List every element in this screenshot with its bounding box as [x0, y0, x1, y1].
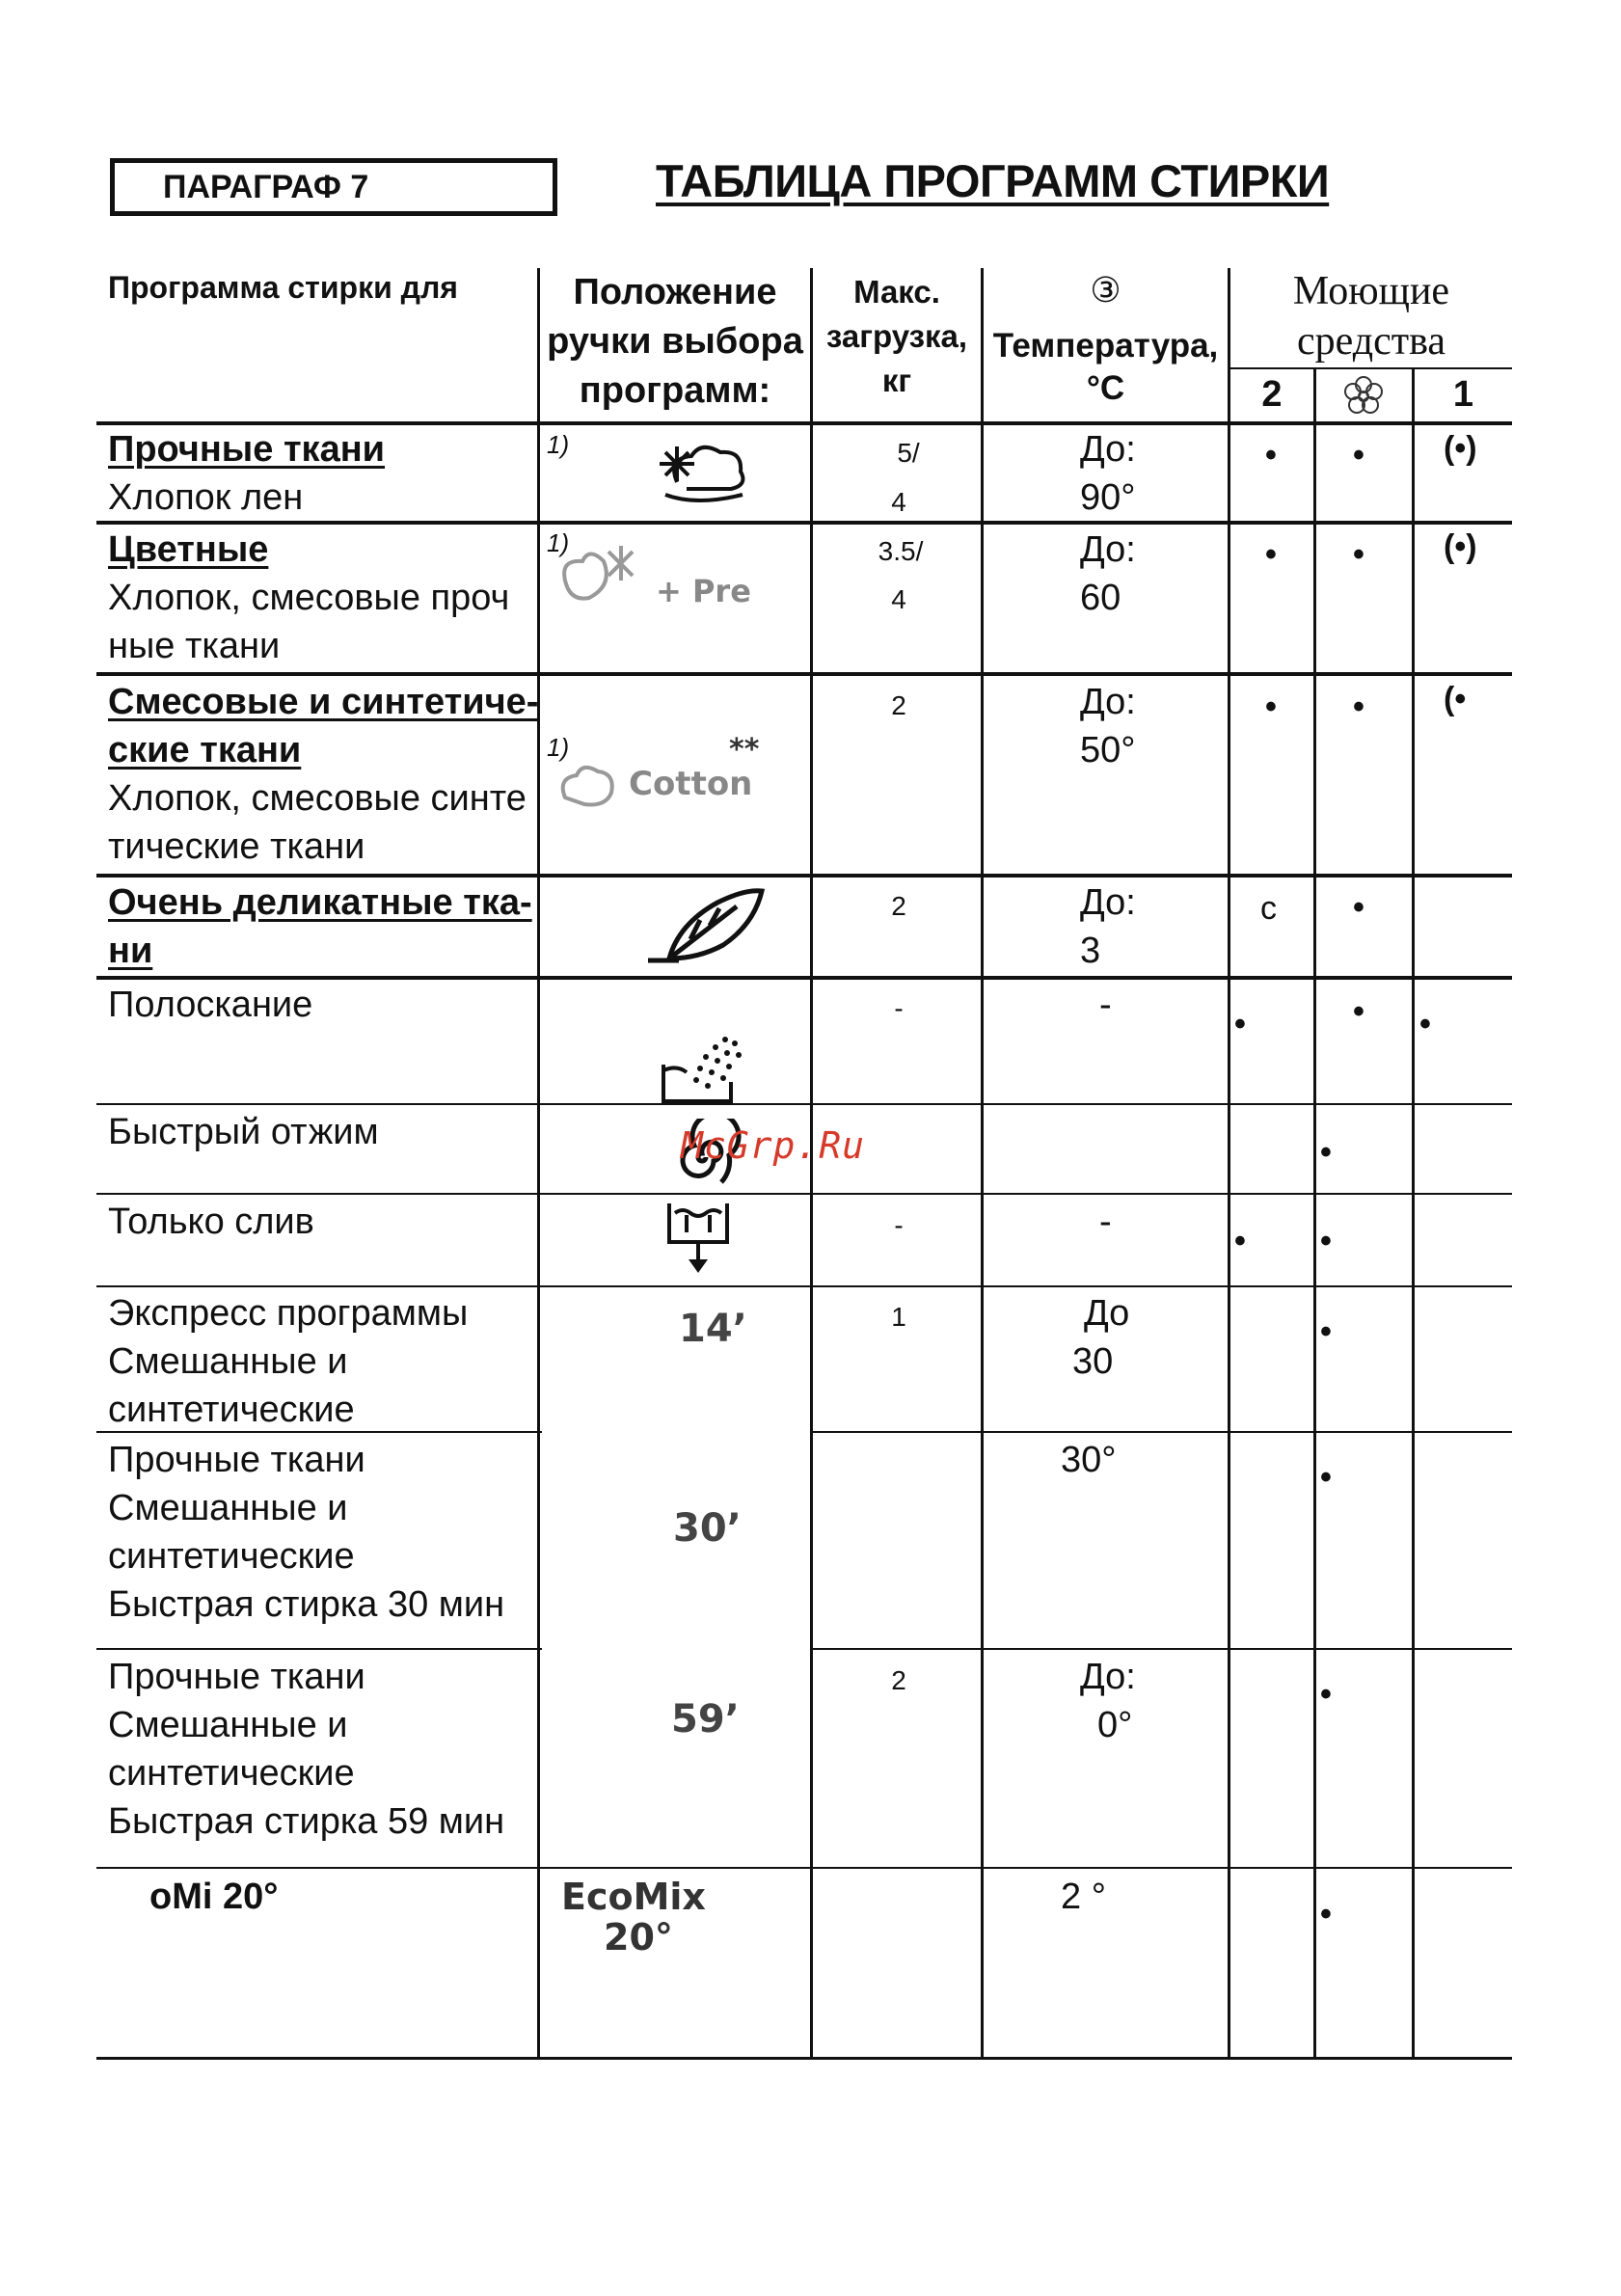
watermark: McGrp.Ru	[681, 1124, 866, 1167]
program-desc: Быстрый отжим	[108, 1112, 379, 1152]
col-header-detergent-2: 2	[1261, 374, 1283, 415]
program-title: oMi 20°	[149, 1877, 279, 1917]
express-59-label: 59’	[671, 1697, 740, 1742]
detergent-mark: •	[1320, 1676, 1332, 1713]
temperature-value: 30	[1072, 1341, 1114, 1382]
temperature-value: 50°	[1080, 730, 1136, 770]
temperature-value: 0°	[1097, 1705, 1133, 1745]
detergent-mark: •	[1320, 1223, 1332, 1259]
cotton-wash-icon	[648, 439, 754, 511]
colored-wash-icon	[555, 542, 652, 614]
express-14-label: 14’	[679, 1307, 747, 1351]
detergent-mark: •	[1353, 689, 1364, 725]
feather-icon	[640, 885, 766, 969]
program-title: Прочные ткани	[108, 429, 386, 470]
detergent-mark: (•	[1444, 681, 1467, 717]
col-header-detergent-1: 1	[1452, 374, 1474, 415]
program-desc: Прочные ткани	[108, 1440, 365, 1480]
temperature-value: -	[1099, 1202, 1112, 1242]
footnote-mark: 1)	[547, 733, 570, 762]
detergent-mark: •	[1419, 1006, 1431, 1042]
paragraph-label: ПАРАГРАФ 7	[110, 158, 557, 216]
detergent-mark: •	[1265, 437, 1277, 473]
max-load-value: -	[894, 1210, 904, 1240]
detergent-mark: (•)	[1444, 528, 1477, 565]
cotton-label: Cotton	[629, 765, 753, 803]
detergent-mark: •	[1320, 1459, 1332, 1496]
ecomix-label: EcoMix	[561, 1876, 706, 1918]
drain-icon	[663, 1200, 741, 1282]
program-desc: тические ткани	[108, 826, 365, 867]
max-load-value: 1	[891, 1302, 906, 1332]
temperature-value: 90°	[1080, 477, 1136, 518]
temperature-value: 60	[1080, 578, 1121, 618]
detergent-mark: •	[1265, 689, 1277, 725]
max-load-value: 4	[891, 487, 906, 517]
max-load-value: 4	[891, 584, 906, 614]
detergent-mark: •	[1353, 437, 1364, 473]
detergent-mark: (•)	[1444, 430, 1477, 467]
program-title: ни	[108, 931, 153, 971]
program-desc: Быстрая стирка 59 мин	[108, 1801, 505, 1842]
temperature-label: До:	[1080, 529, 1136, 570]
program-desc: ные ткани	[108, 626, 281, 666]
page-title: ТАБЛИЦА ПРОГРАММ СТИРКИ	[656, 155, 1330, 206]
temperature-label: До	[1084, 1293, 1130, 1334]
temperature-label: До:	[1080, 682, 1136, 722]
temperature-label: До:	[1080, 882, 1136, 923]
program-desc: Хлопок, смесовые проч	[108, 578, 510, 618]
program-desc: Смешанные и	[108, 1341, 348, 1382]
program-desc: синтетические	[108, 1390, 355, 1430]
col-header-max-load: Макс. загрузка, кг	[825, 274, 968, 398]
cotton-icon	[555, 754, 623, 817]
max-load-value: -	[894, 993, 904, 1023]
temperature-value: 3	[1080, 931, 1101, 971]
program-desc: Смешанные и	[108, 1488, 348, 1528]
program-desc: Только слив	[108, 1202, 314, 1242]
col-header-temperature: Температура, °C	[992, 327, 1219, 407]
express-30-label: 30’	[673, 1506, 742, 1551]
detergent-mark: •	[1234, 1006, 1246, 1042]
program-title: Смесовые и синтетиче-	[108, 682, 539, 722]
program-title: ские ткани	[108, 730, 302, 770]
detergent-mark: •	[1320, 1134, 1332, 1171]
detergent-mark: •	[1353, 536, 1364, 573]
program-desc: Быстрая стирка 30 мин	[108, 1584, 505, 1625]
col-header-program: Программа стирки для	[108, 270, 458, 305]
program-desc: Смешанные и	[108, 1705, 348, 1745]
col-header-detergents: Моющие средства	[1292, 269, 1450, 364]
max-load-value: 2	[891, 1665, 906, 1695]
program-desc: Полоскание	[108, 985, 313, 1025]
temperature-label: До:	[1080, 429, 1136, 470]
max-load-value: 3.5/	[878, 536, 924, 566]
col-header-position: Положение ручки выбора программ:	[547, 272, 803, 411]
detergent-mark: •	[1320, 1313, 1332, 1350]
program-desc: Хлопок, смесовые синте	[108, 778, 527, 819]
max-load-value: 5/	[897, 438, 920, 468]
flower-icon	[1342, 375, 1385, 422]
temperature-value: -	[1099, 985, 1112, 1025]
detergent-mark: •	[1353, 889, 1364, 926]
temperature-value: 30°	[1061, 1440, 1117, 1480]
footnote-mark: 1)	[547, 430, 570, 459]
program-desc: Прочные ткани	[108, 1657, 365, 1697]
detergent-mark: c	[1260, 890, 1277, 927]
program-desc: Хлопок лен	[108, 477, 304, 518]
detergent-mark: •	[1234, 1223, 1246, 1259]
program-desc: Экспресс программы	[108, 1293, 469, 1334]
ecomix-temp-label: 20°	[604, 1916, 673, 1958]
cotton-stars: **	[729, 733, 760, 767]
program-desc: синтетические	[108, 1536, 355, 1577]
detergent-mark: •	[1265, 536, 1277, 573]
col-header-temp-number: ③	[1090, 270, 1121, 310]
max-load-value: 2	[891, 891, 906, 921]
detergent-mark: •	[1353, 993, 1364, 1030]
detergent-mark: •	[1320, 1896, 1332, 1932]
rinse-icon	[658, 1032, 750, 1110]
pre-label: + Pre	[656, 573, 751, 609]
max-load-value: 2	[891, 690, 906, 720]
temperature-label: До:	[1080, 1657, 1136, 1697]
footnote-mark: 1)	[547, 528, 570, 557]
temperature-value: 2 °	[1061, 1877, 1106, 1917]
program-title: Очень деликатные тка-	[108, 882, 532, 923]
program-desc: синтетические	[108, 1753, 355, 1794]
program-title: Цветные	[108, 529, 269, 570]
